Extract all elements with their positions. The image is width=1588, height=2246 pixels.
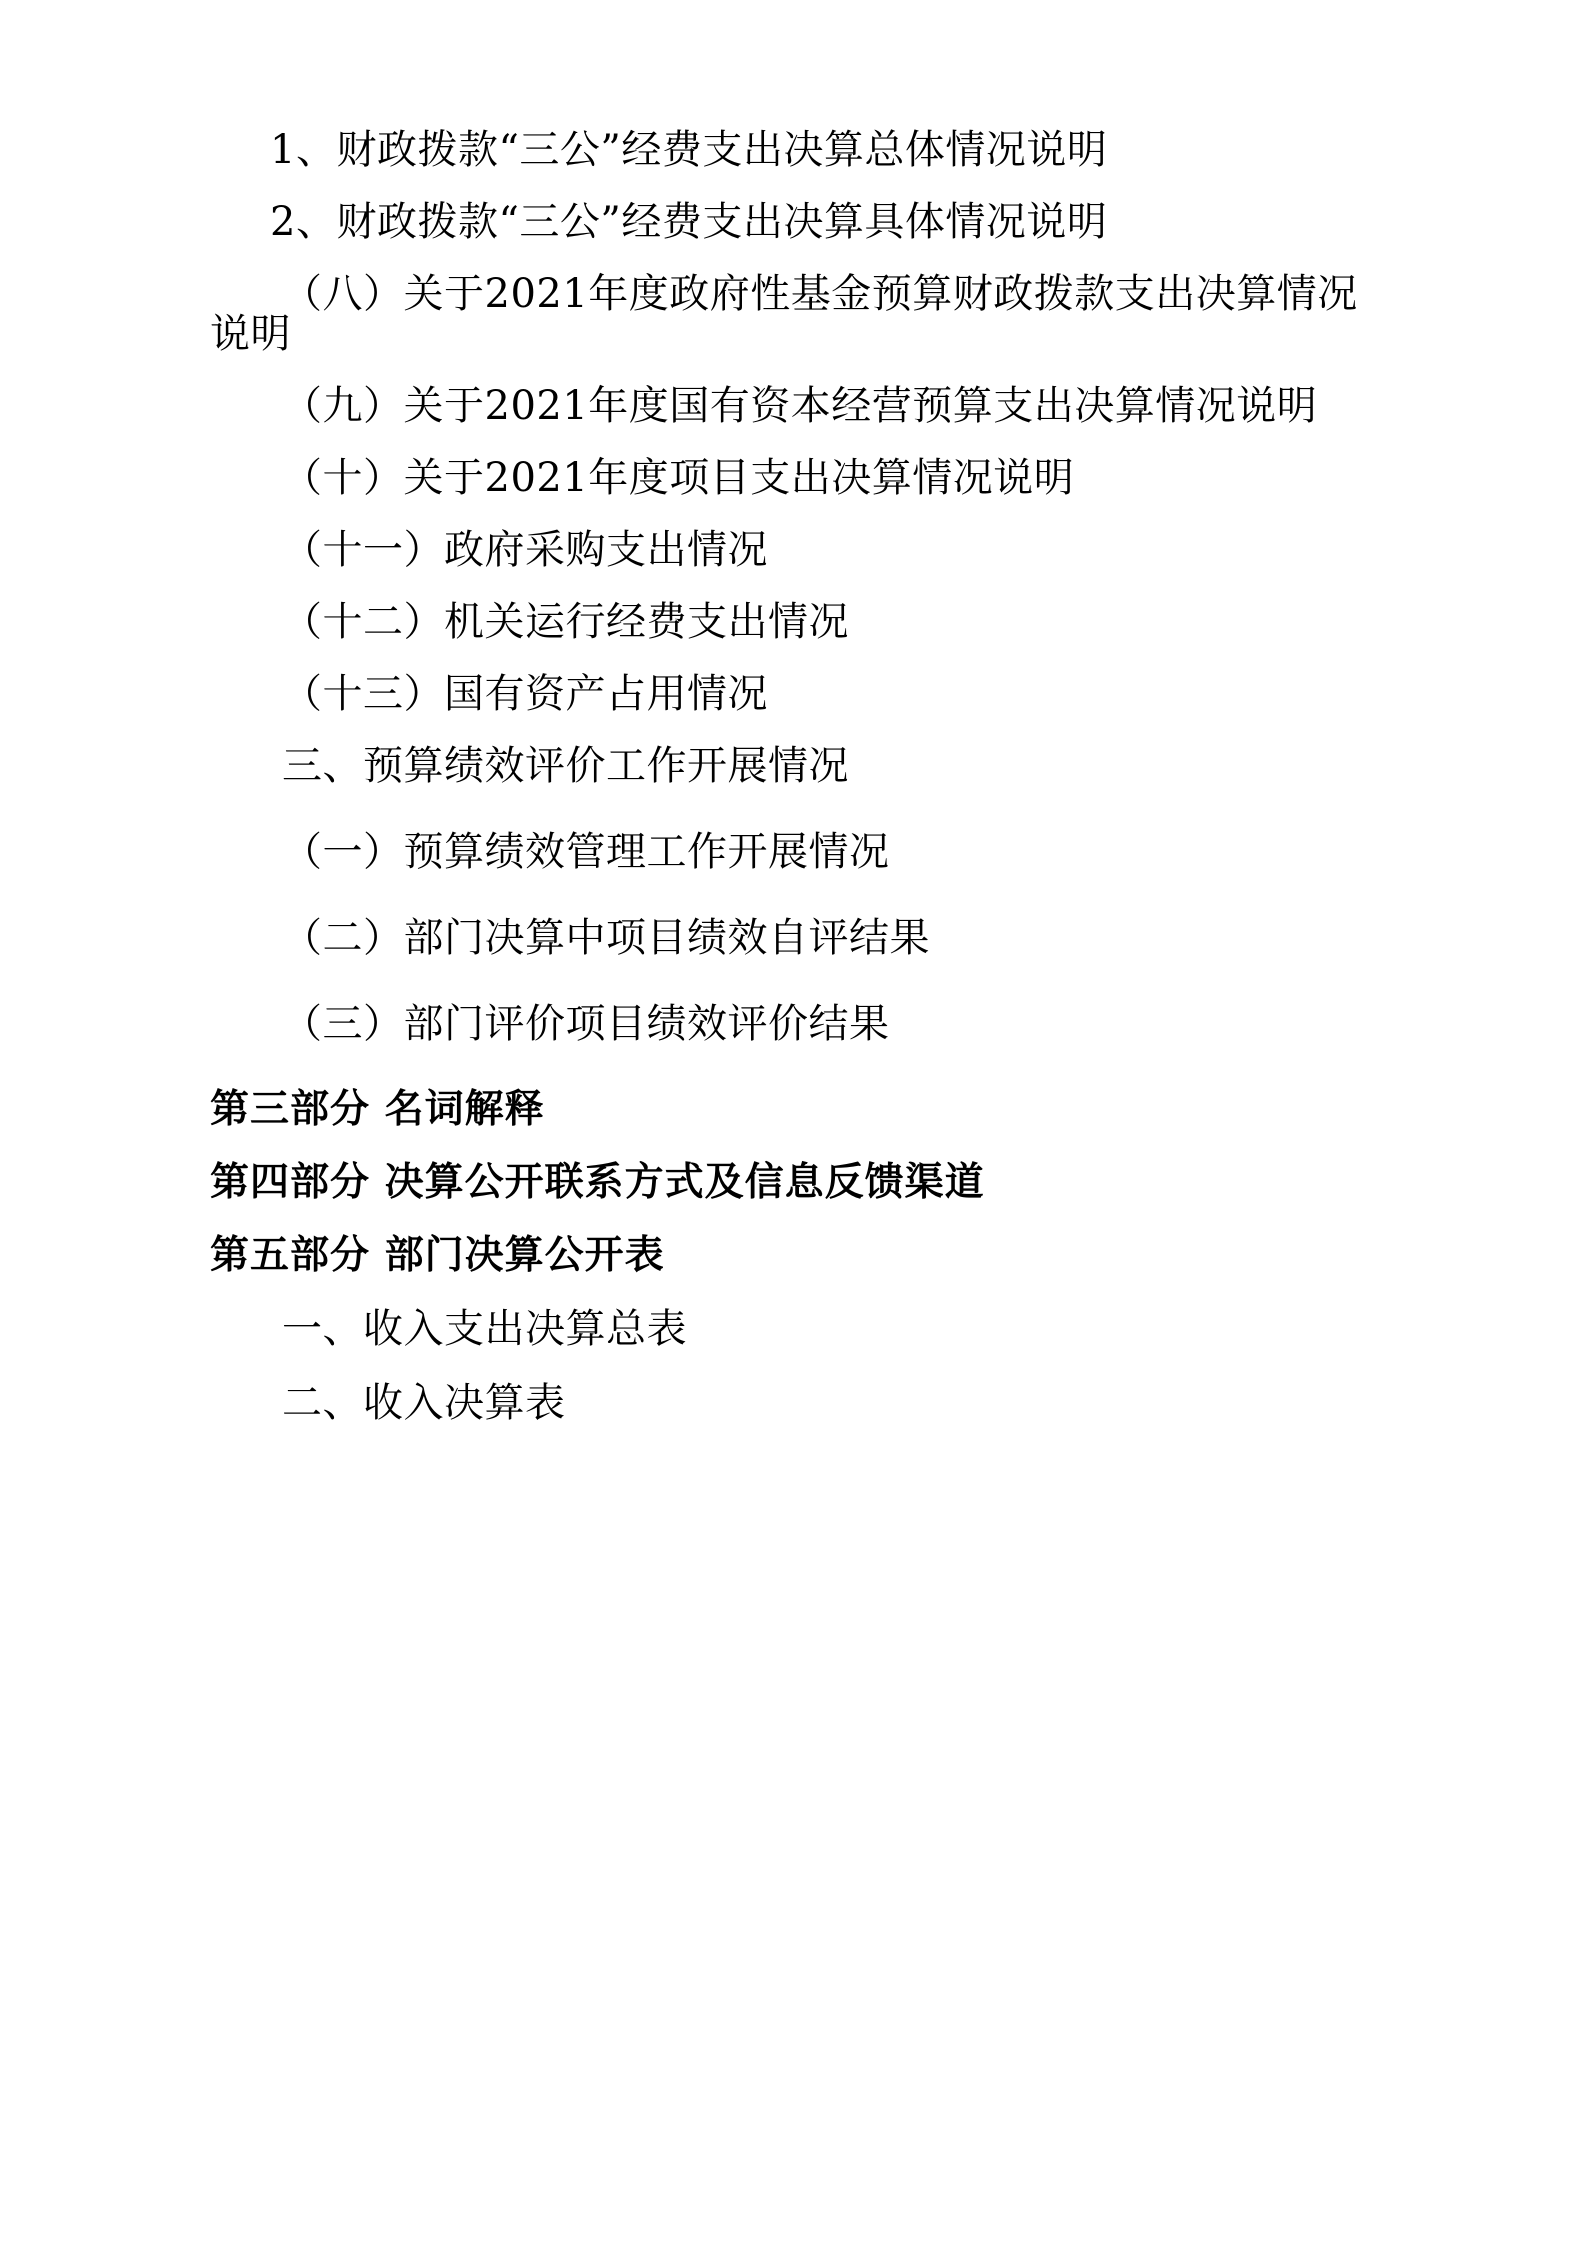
list-item: （九）关于2021年度国有资本经营预算支出决算情况说明 <box>282 383 1318 429</box>
section-heading-level2: 三、预算绩效评价工作开展情况 <box>282 743 849 789</box>
list-item: 一、收入支出决算总表 <box>282 1306 687 1352</box>
list-item: （一）预算绩效管理工作开展情况 <box>282 829 890 875</box>
list-item: （八）关于2021年度政府性基金预算财政拨款支出决算情况说明 <box>210 271 1358 357</box>
part-heading-five: 第五部分 部门决算公开表 <box>210 1233 665 1278</box>
list-item: （二）部门决算中项目绩效自评结果 <box>282 915 930 961</box>
list-item: （十一）政府采购支出情况 <box>282 527 768 573</box>
part-heading-four: 第四部分 决算公开联系方式及信息反馈渠道 <box>210 1160 985 1205</box>
list-item: 1、财政拨款“三公”经费支出决算总体情况说明 <box>270 127 1108 173</box>
list-item: （十二）机关运行经费支出情况 <box>282 599 849 645</box>
list-item: （三）部门评价项目绩效评价结果 <box>282 1001 890 1047</box>
list-item: 2、财政拨款“三公”经费支出决算具体情况说明 <box>270 199 1108 245</box>
list-item: （十）关于2021年度项目支出决算情况说明 <box>282 455 1075 501</box>
part-heading-three: 第三部分 名词解释 <box>210 1087 545 1132</box>
list-item: （十三）国有资产占用情况 <box>282 671 768 717</box>
list-item: 二、收入决算表 <box>282 1380 566 1426</box>
